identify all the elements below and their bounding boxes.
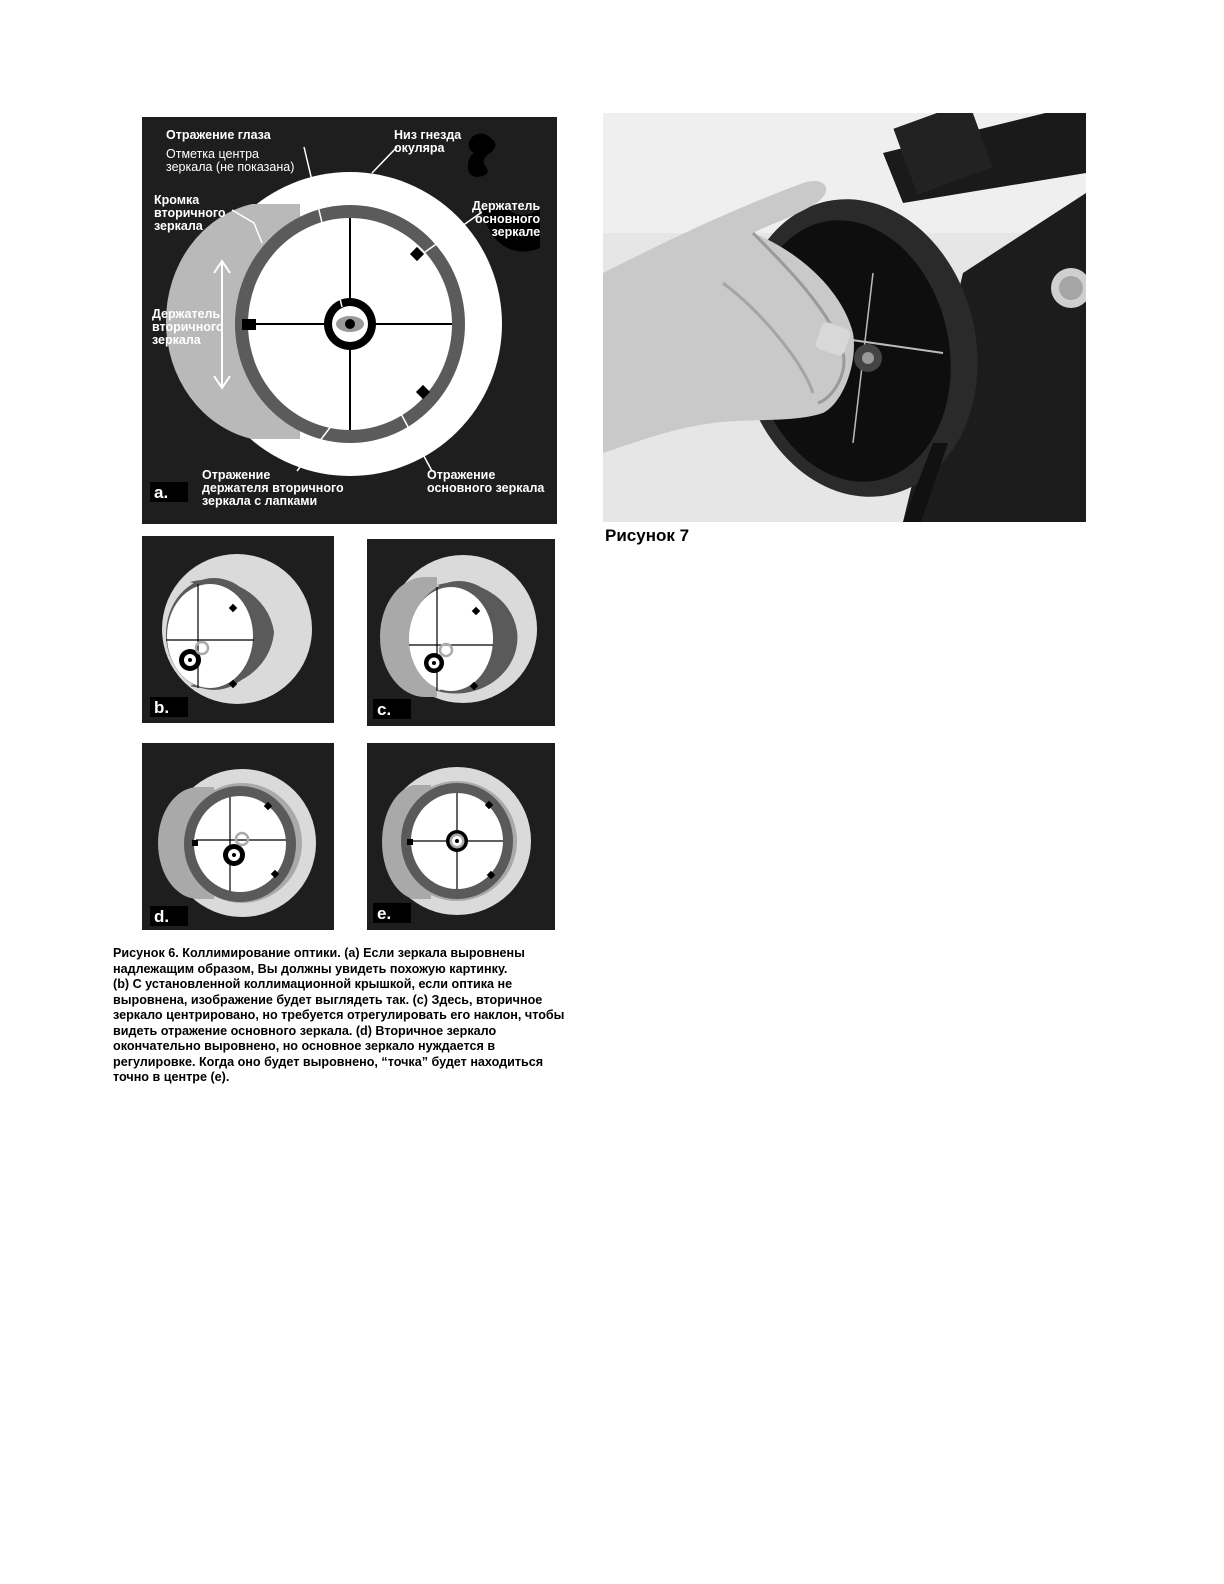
telescope-photo-illustration [603, 113, 1086, 522]
collimation-diagram-d [142, 743, 334, 930]
figure-6d-panel [142, 743, 334, 930]
panel-tag-c: c. [373, 699, 411, 719]
figure-7-caption: Рисунок 7 [605, 526, 690, 545]
caption-line: зеркало центрировано, но требуется отрегулировать его наклон, чтобы [113, 1008, 565, 1022]
figure-6-caption [113, 946, 593, 1086]
label-secondary-holder: Держатель вторичного зеркала [152, 307, 224, 347]
figure-6e-panel [367, 743, 555, 930]
caption-line: выровнена, изображение будет выглядеть так. (c) Здесь, вторичное [113, 992, 543, 1007]
caption-line: надлежащим образом, Вы должны увидеть похожую картинку. [113, 961, 508, 976]
label-mirror-center-mark: Отметка центра зеркала (не показана) [166, 147, 295, 174]
label-primary-reflection: Отражение основного зеркала [427, 468, 545, 495]
figure-6c-panel [367, 539, 555, 726]
label-spider-reflection: Отражение держателя вторичного зеркала с лапками [202, 468, 344, 508]
caption-line: регулировке. Когда оно будет выровнено, “точка” будет находиться [113, 1054, 544, 1069]
panel-tag-a: a. [150, 482, 188, 502]
caption-line: Рисунок 6. Коллимирование оптики. (a) Если зеркала выровнены [113, 946, 525, 960]
collimation-diagram-e [367, 743, 555, 930]
panel-tag-d: d. [150, 906, 188, 926]
caption-line: видеть отражение основного зеркала. (d) Вторичное зеркало [113, 1023, 497, 1038]
panel-tag-e: e. [373, 903, 411, 923]
figure-6b-panel [142, 536, 334, 723]
label-focuser-bottom: Низ гнезда окуляра [394, 128, 462, 155]
caption-line: окончательно выровнено, но основное зеркало нуждается в [113, 1039, 496, 1053]
label-primary-holder: Держатель основного зеркале [472, 199, 541, 239]
collimation-diagram-b [142, 536, 334, 723]
panel-tag-b: b. [150, 697, 188, 717]
figure-6a-panel [142, 117, 557, 524]
label-secondary-edge: Кромка вторичного зеркала [154, 193, 226, 233]
caption-line: (b) С установленной коллимационной крышкой, если оптика не [113, 977, 513, 991]
caption-line: точно в центре (e). [113, 1070, 230, 1084]
label-eye-reflection: Отражение глаза [166, 128, 271, 142]
collimation-diagram-c [367, 539, 555, 726]
figure-7-photo [603, 113, 1086, 522]
